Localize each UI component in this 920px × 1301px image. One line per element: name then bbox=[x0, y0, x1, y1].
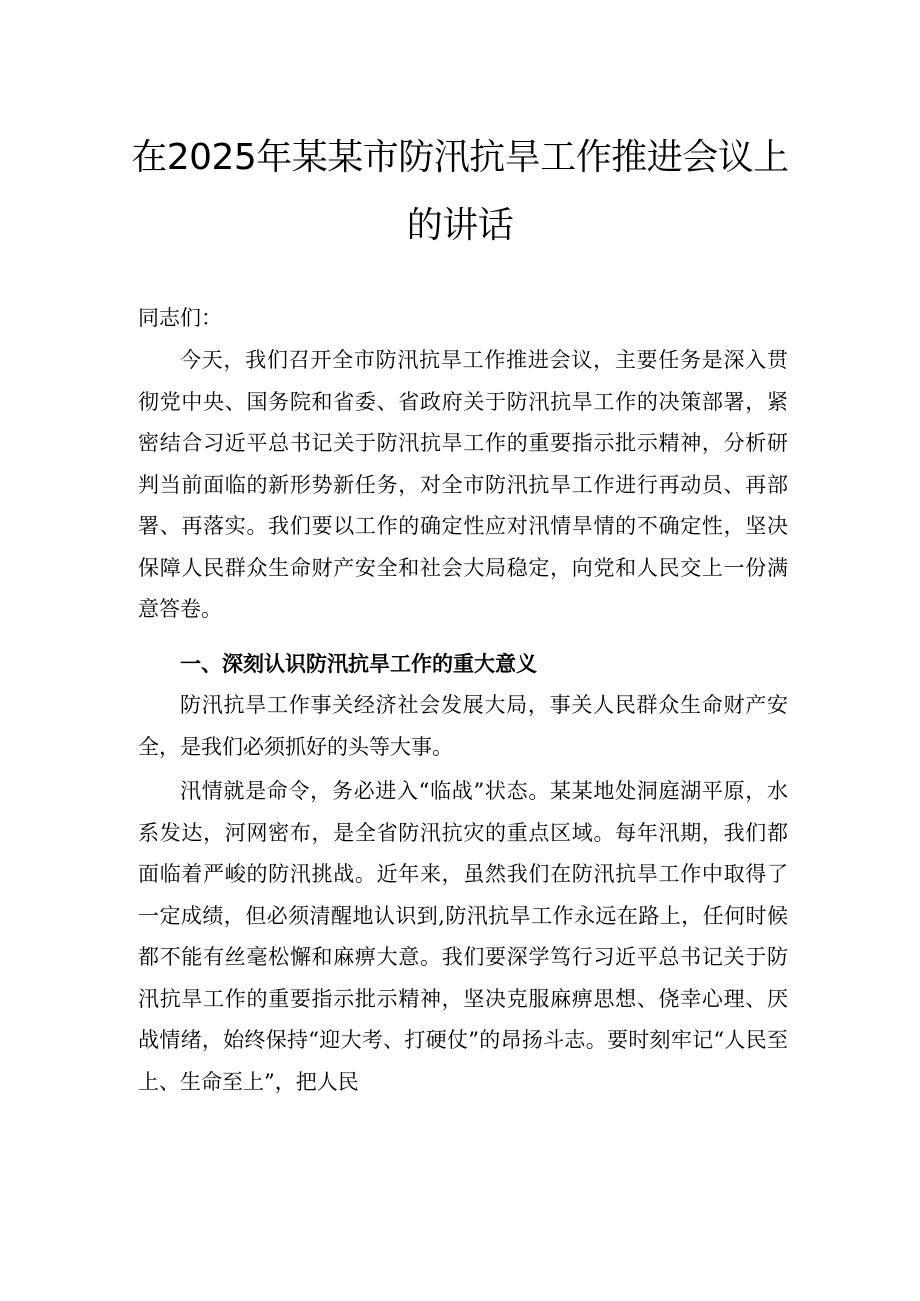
section-heading-1: 一、深刻认识防汛抗旱工作的重大意义 bbox=[180, 651, 537, 676]
document-title-line-2: 的讲话 bbox=[406, 205, 514, 246]
paragraph-flood-command: 汛情就是命令，务必进入“临战”状态。某某地处洞庭湖平原，水系发达，河网密布，是全省防汛抗灾的重点区域。每年汛期，我们都面临着严峻的防汛挑战。近年来，虽然我们在防汛抗旱工作中取得了一定成绩，但必须清醒地认识到,防汛抗旱工作永远在路上，任何时候都不能有丝毫松懈和麻痹大意。我们要深学笃行习近平总书记关于防汛抗旱工作的重要指示批示精神，坚决克服麻痹思想、侥幸心理、厌战情绪，始终保持“迎大考、打硬仗”的昂扬斗志。要时刻牢记“人民至上、生命至上”，把人民 bbox=[138, 779, 788, 1094]
document-title-line-1: 在2025年某某市防汛抗旱工作推进会议上 bbox=[131, 137, 789, 178]
salutation: 同志们： bbox=[138, 306, 222, 330]
paragraph-significance: 防汛抗旱工作事关经济社会发展大局，事关人民群众生命财产安全，是我们必须抓好的头等大事。 bbox=[138, 693, 788, 759]
paragraph-intro: 今天，我们召开全市防汛抗旱工作推进会议，主要任务是深入贯彻党中央、国务院和省委、省政府关于防汛抗旱工作的决策部署，紧密结合习近平总书记关于防汛抗旱工作的重要指示批示精神，分析研判当前面临的新形势新任务，对全市防汛抗旱工作进行再动员、再部署、再落实。我们要以工作的确定性应对汛情旱情的不确定性，坚决保障人民群众生命财产安全和社会大局稳定，向党和人民交上一份满意答卷。 bbox=[138, 348, 788, 621]
